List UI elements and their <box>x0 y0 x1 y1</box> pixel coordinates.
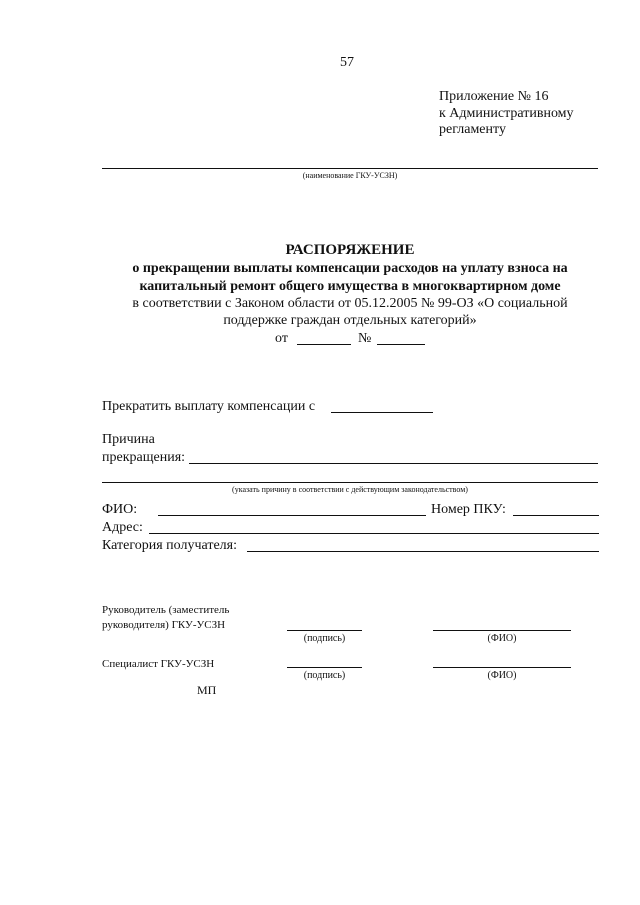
head-signature-caption: (подпись) <box>303 633 346 644</box>
law-line-1: в соответствии с Законом области от 05.12.2005 № 99-ОЗ «О социальной <box>132 296 568 311</box>
number-label: № <box>358 331 372 346</box>
org-name-caption: (наименование ГКУ-УСЗН) <box>302 171 398 180</box>
specialist-fio-field[interactable] <box>433 667 571 668</box>
pku-field[interactable] <box>513 515 599 516</box>
reason-caption: (указать причину в соответствии с действующим законодательством) <box>232 485 468 494</box>
category-label: Категория получателя: <box>102 538 237 553</box>
appendix-line-1: Приложение № 16 <box>439 89 549 104</box>
appendix-line-2: к Административному <box>439 106 574 121</box>
head-fio-caption: (ФИО) <box>487 633 517 644</box>
stop-payment-label: Прекратить выплату компенсации с <box>102 399 316 414</box>
subject-line-2: капитальный ремонт общего имущества в многоквартирном доме <box>139 279 561 294</box>
reason-field[interactable] <box>189 463 598 464</box>
stop-payment-date-field[interactable] <box>331 412 433 413</box>
subject-line-1: о прекращении выплаты компенсации расходов на уплату взноса на <box>132 261 568 276</box>
fio-label: ФИО: <box>102 502 138 517</box>
head-fio-field[interactable] <box>433 630 571 631</box>
head-signature-field[interactable] <box>287 630 362 631</box>
address-label: Адрес: <box>102 520 143 535</box>
category-field[interactable] <box>247 551 599 552</box>
reason-field-line-2[interactable] <box>102 482 598 483</box>
org-name-line[interactable] <box>102 168 598 169</box>
head-label-1: Руководитель (заместитель <box>102 604 230 616</box>
seal-label: МП <box>197 683 217 697</box>
specialist-signature-field[interactable] <box>287 667 362 668</box>
date-field[interactable] <box>297 344 351 345</box>
document-title: РАСПОРЯЖЕНИЕ <box>285 242 415 258</box>
pku-label: Номер ПКУ: <box>431 502 506 517</box>
law-line-2: поддержке граждан отдельных категорий» <box>223 313 477 328</box>
page-number: 57 <box>340 55 354 70</box>
head-label-2: руководителя) ГКУ-УСЗН <box>102 619 226 631</box>
reason-label-2: прекращения: <box>102 450 186 465</box>
address-field[interactable] <box>149 533 599 534</box>
date-label: от <box>275 331 288 346</box>
specialist-fio-caption: (ФИО) <box>487 670 517 681</box>
reason-label-1: Причина <box>102 432 155 447</box>
specialist-label: Специалист ГКУ-УСЗН <box>102 658 215 670</box>
number-field[interactable] <box>377 344 425 345</box>
fio-field[interactable] <box>158 515 426 516</box>
specialist-signature-caption: (подпись) <box>303 670 346 681</box>
appendix-line-3: регламенту <box>439 122 506 137</box>
